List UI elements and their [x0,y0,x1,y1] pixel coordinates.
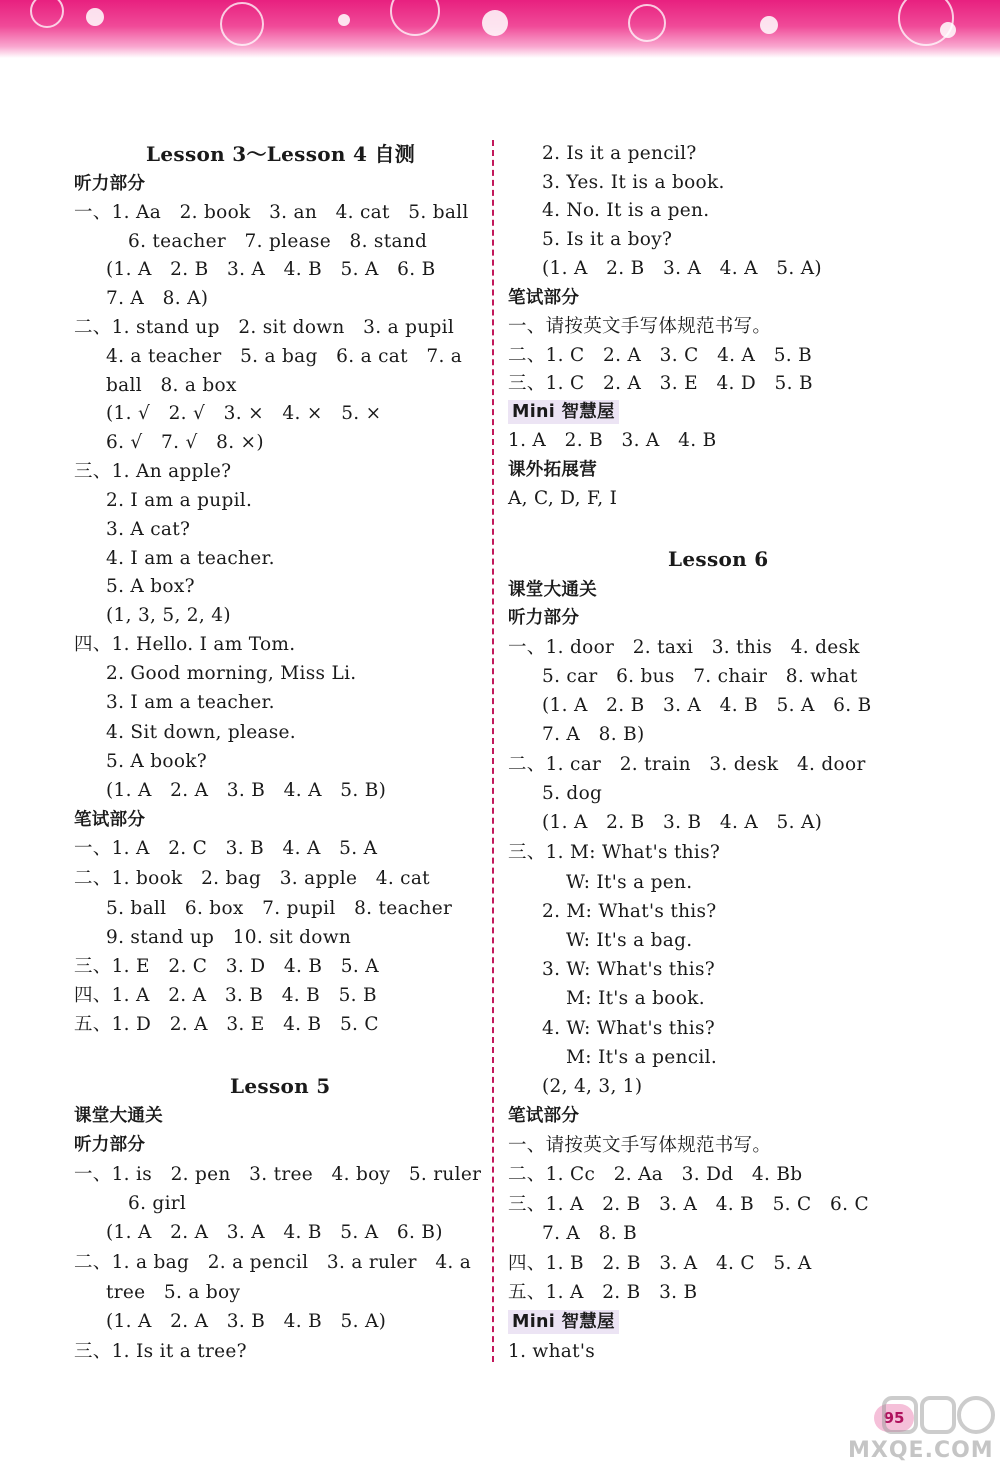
section-heading: 笔试部分 [508,1106,580,1126]
answer-line: 3. A cat? [106,519,191,540]
section-heading: 课堂大通关 [508,580,597,600]
answer-line: (1. A 2. B 3. B 4. A 5. A) [542,812,823,833]
answer-line: (1. A 2. B 3. A 4. B 5. A 6. B [106,259,436,280]
bubble-decoration [940,22,956,38]
answer-line: 5. car 6. bus 7. chair 8. what [542,666,858,687]
answer-line: (1. A 2. A 3. B 4. B 5. A) [106,1311,387,1332]
answer-line: 3. I am a teacher. [106,692,275,713]
answer-line: 一、1. Aa 2. book 3. an 4. cat 5. ball [74,202,469,223]
answer-line: 6. girl [128,1193,187,1214]
mini-section-heading: Mini 智慧屋 [508,400,619,424]
answer-line: 四、1. A 2. A 3. B 4. B 5. B [74,985,377,1006]
answer-line: W: It's a bag. [566,930,693,951]
answer-line: 三、1. E 2. C 3. D 4. B 5. A [74,956,379,977]
answer-line: 2. Good morning, Miss Li. [106,663,357,684]
answer-line: 三、1. M: What's this? [508,842,721,863]
answer-line: 一、请按英文手写体规范书写。 [508,316,772,337]
answer-line: 二、1. book 2. bag 3. apple 4. cat [74,868,430,889]
answer-line: 3. W: What's this? [542,959,715,980]
column-divider [492,140,494,1362]
answer-line: 7. A 8. B [542,1223,637,1244]
lesson-title: Lesson 3～Lesson 4 自测 [146,142,416,166]
section-heading: 课堂大通关 [74,1106,163,1126]
answer-line: 5. ball 6. box 7. pupil 8. teacher [106,898,453,919]
answer-line: 5. A book? [106,751,208,772]
answer-line: 9. stand up 10. sit down [106,927,352,948]
mini-section-heading: Mini 智慧屋 [508,1310,619,1334]
answer-line: 4. Sit down, please. [106,722,296,743]
answer-line: 1. what's [508,1341,596,1362]
section-heading: 笔试部分 [508,288,580,308]
answer-line: 2. Is it a pencil? [542,143,697,164]
page-number: 95 [874,1404,914,1432]
answer-line: 5. dog [542,783,603,804]
answer-line: (1. A 2. A 3. B 4. A 5. B) [106,780,387,801]
answer-line: 6. teacher 7. please 8. stand [128,231,428,252]
answer-line: 4. a teacher 5. a bag 6. a cat 7. a [106,346,463,367]
bubble-decoration [30,0,64,28]
answer-line: 7. A 8. B) [542,724,645,745]
answer-line: 三、1. An apple? [74,461,232,482]
answer-line: (2, 4, 3, 1) [542,1076,643,1097]
bubble-decoration [760,16,778,34]
answer-line: ball 8. a box [106,375,237,396]
bubble-decoration [390,0,440,36]
answer-line: (1. √ 2. √ 3. × 4. × 5. × [106,403,382,424]
watermark-logo [880,1392,995,1440]
answer-line: 一、1. A 2. C 3. B 4. A 5. A [74,838,378,859]
answer-line: 4. I am a teacher. [106,548,275,569]
answer-line: 一、1. door 2. taxi 3. this 4. desk [508,637,860,658]
answer-line: (1, 3, 5, 2, 4) [106,605,231,626]
answer-line: 4. W: What's this? [542,1018,715,1039]
answer-line: (1. A 2. A 3. A 4. B 5. A 6. B) [106,1222,443,1243]
bubble-decoration [86,8,104,26]
section-heading: 笔试部分 [74,810,146,830]
answer-line: 4. No. It is a pen. [542,200,710,221]
answer-line: M: It's a book. [566,988,705,1009]
answer-line: (1. A 2. B 3. A 4. A 5. A) [542,258,822,279]
answer-line: 5. A box? [106,576,195,597]
answer-line: 三、1. A 2. B 3. A 4. B 5. C 6. C [508,1194,869,1215]
lesson-title: Lesson 5 [230,1074,331,1098]
answer-line: 7. A 8. A) [106,288,209,309]
answer-line: 四、1. B 2. B 3. A 4. C 5. A [508,1253,812,1274]
answer-line: 2. I am a pupil. [106,490,253,511]
answer-line: 五、1. D 2. A 3. E 4. B 5. C [74,1014,379,1035]
answer-line: 三、1. Is it a tree? [74,1341,247,1362]
answer-line: 五、1. A 2. B 3. B [508,1282,698,1303]
answer-line: 一、1. is 2. pen 3. tree 4. boy 5. ruler [74,1164,482,1185]
answer-line: tree 5. a boy [106,1282,241,1303]
answer-line: 四、1. Hello. I am Tom. [74,634,296,655]
lesson-title: Lesson 6 [668,547,769,571]
answer-line: (1. A 2. B 3. A 4. B 5. A 6. B [542,695,872,716]
answer-line: 二、1. car 2. train 3. desk 4. door [508,754,866,775]
answer-line: 2. M: What's this? [542,901,717,922]
section-heading: 听力部分 [508,608,580,628]
bubble-decoration [628,4,666,42]
watermark-text: MXQE.COM [848,1438,994,1463]
answer-line: 3. Yes. It is a book. [542,172,725,193]
answer-line: W: It's a pen. [566,872,693,893]
answer-line: 二、1. a bag 2. a pencil 3. a ruler 4. a [74,1252,472,1273]
bubble-decoration [482,10,508,36]
answer-line: A, C, D, F, I [508,488,618,509]
section-heading: 听力部分 [74,1135,146,1155]
answer-line: 二、1. Cc 2. Aa 3. Dd 4. Bb [508,1164,803,1185]
section-heading: 听力部分 [74,174,146,194]
bubble-decoration [220,2,264,46]
section-heading: 课外拓展营 [508,460,597,480]
bubble-decoration [338,14,350,26]
answer-line: 6. √ 7. √ 8. ×) [106,432,264,453]
header-banner [0,0,1000,58]
answer-line: 二、1. stand up 2. sit down 3. a pupil [74,317,455,338]
answer-line: 二、1. C 2. A 3. C 4. A 5. B [508,345,813,366]
answer-line: 三、1. C 2. A 3. E 4. D 5. B [508,373,813,394]
answer-line: 5. Is it a boy? [542,229,673,250]
answer-line: 一、请按英文手写体规范书写。 [508,1135,772,1156]
answer-line: 1. A 2. B 3. A 4. B [508,430,717,451]
answer-line: M: It's a pencil. [566,1047,718,1068]
